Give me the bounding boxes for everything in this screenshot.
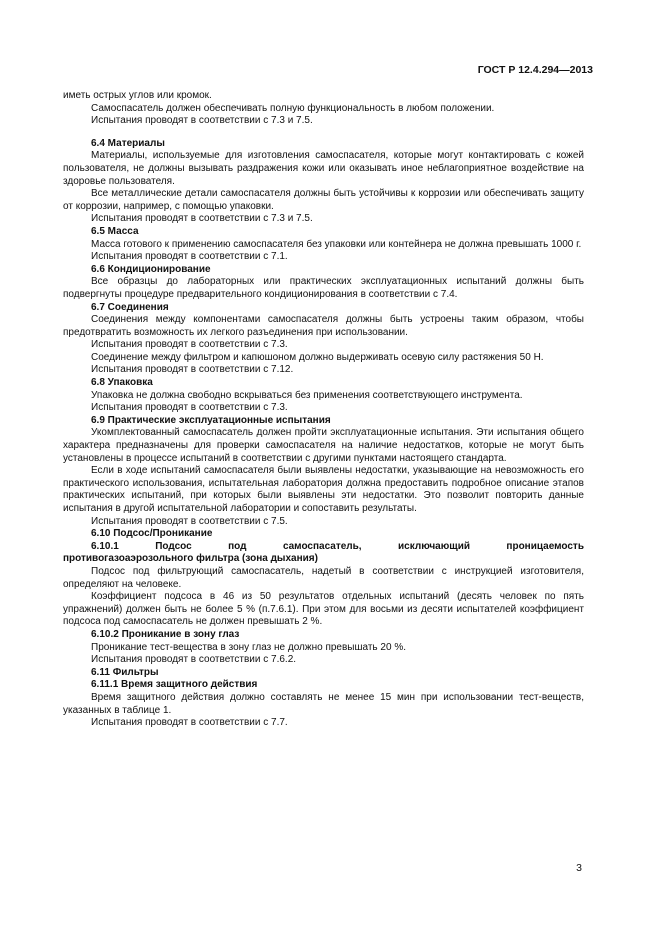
paragraph: Испытания проводят в соответствии с 7.5. [91,515,288,527]
section-heading-6-11-1: 6.11.1 Время защитного действия [91,679,258,691]
paragraph: Время защитного действия должно составлять не менее 15 мин при использовании тест-веществ, указанных в таблице 1. [63,691,584,716]
paragraph: Испытания проводят в соответствии с 7.7. [91,717,288,729]
heading-word: исключающий [398,540,470,552]
section-heading-6-7: 6.7 Соединения [91,301,169,313]
heading-word: 6.10.1 [91,540,119,552]
section-heading-6-9: 6.9 Практические эксплуатационные испытания [91,414,331,426]
paragraph: Испытания проводят в соответствии с 7.3 и 7.5. [91,115,313,127]
paragraph: Все образцы до лабораторных или практических эксплуатационных испытаний должны быть подвергнуты процедуре предварительного кондиционирования в соответствии с 7.4. [63,276,584,300]
paragraph: Материалы, используемые для изготовления самоспасателя, которые могут контактировать с кожей пользователя, не должны вызывать раздражения кожи или оказывать иное неблагоприятное воздействие на здоровье пользователя. [63,150,584,187]
paragraph: Испытания проводят в соответствии с 7.3. [91,402,288,414]
page-number: 3 [576,862,582,874]
heading-word: под [228,540,247,552]
heading-continuation: противогазоаэрозольного фильтра (зона дыхания) [63,553,318,565]
section-heading-6-10-1 [63,541,584,554]
paragraph: Испытания проводят в соответствии с 7.3. [91,339,288,351]
paragraph: Испытания проводят в соответствии с 7.6.2. [91,654,297,666]
heading-word: Подсос [155,540,192,552]
section-heading-6-11: 6.11 Фильтры [91,666,159,678]
paragraph: Самоспасатель должен обеспечивать полную функциональность в любом положении. [91,102,495,114]
paragraph: Все металлические детали самоспасателя должны быть устойчивы к коррозии или обеспечивать защиту от коррозии, например, с помощью упаковки. [63,188,584,212]
section-heading-6-5: 6.5 Масса [91,225,139,237]
standard-code: ГОСТ Р 12.4.294—2013 [477,64,593,76]
section-heading-6-6: 6.6 Кондиционирование [91,263,211,275]
paragraph: Испытания проводят в соответствии с 7.12. [91,364,294,376]
paragraph: Проникание тест-вещества в зону глаз не должно превышать 20 %. [91,641,406,653]
page-content [63,90,584,730]
paragraph: Укомплектованный самоспасатель должен пройти эксплуатационные испытания. Эти испытания общего характера предназначены для проверки самоспасателя на наличие недостатков, которые не могут быть установлены в процессе испытаний в соответствии с другими пунктами настоящего стандарта. [63,427,584,464]
paragraph: Подсос под фильтрующий самоспасатель, надетый в соответствии с инструкцией изготовителя, определяют на человеке. [63,565,584,590]
paragraph: Если в ходе испытаний самоспасателя были выявлены недостатки, указывающие на невозможность его практического использования, испытательная лаборатория должна предоставить подробное описание этапов практических испытаний, при которых были выявлены эти недостатки. Это позволит повторить данные испытания в другой испытательной лаборатории и сопоставить результаты. [63,465,584,514]
section-heading-6-10-2: 6.10.2 Проникание в зону глаз [91,628,240,640]
paragraph: Коэффициент подсоса в 46 из 50 результатов отдельных испытаний (десять человек по пять упражнений) должен быть не более 5 % (п.7.6.1). При этом для восьми из десяти испытателей коэффициент подсоса под самоспасатель не должен превышать 2 %. [63,591,584,628]
paragraph: Испытания проводят в соответствии с 7.1. [91,251,288,263]
paragraph: Испытания проводят в соответствии с 7.3 и 7.5. [91,213,313,225]
paragraph: Масса готового к применению самоспасателя без упаковки или контейнера не должна превышать 1000 г. [91,238,582,250]
section-heading-6-10: 6.10 Подсос/Проникание [91,528,213,540]
section-heading-6-4: 6.4 Материалы [91,137,165,149]
paragraph: Упаковка не должна свободно вскрываться без применения соответствующего инструмента. [91,389,523,401]
paragraph: Соединение между фильтром и капюшоном должно выдерживать осевую силу растяжения 50 Н. [91,351,544,363]
heading-word: проницаемость [506,540,584,552]
paragraph: Соединения между компонентами самоспасателя должны быть устроены таким образом, чтобы предотвратить возможность их легкого разъединения при использовании. [63,314,584,338]
paragraph: иметь острых углов или кромок. [63,90,212,101]
section-heading-6-8: 6.8 Упаковка [91,377,153,389]
heading-word: самоспасатель, [282,540,362,552]
